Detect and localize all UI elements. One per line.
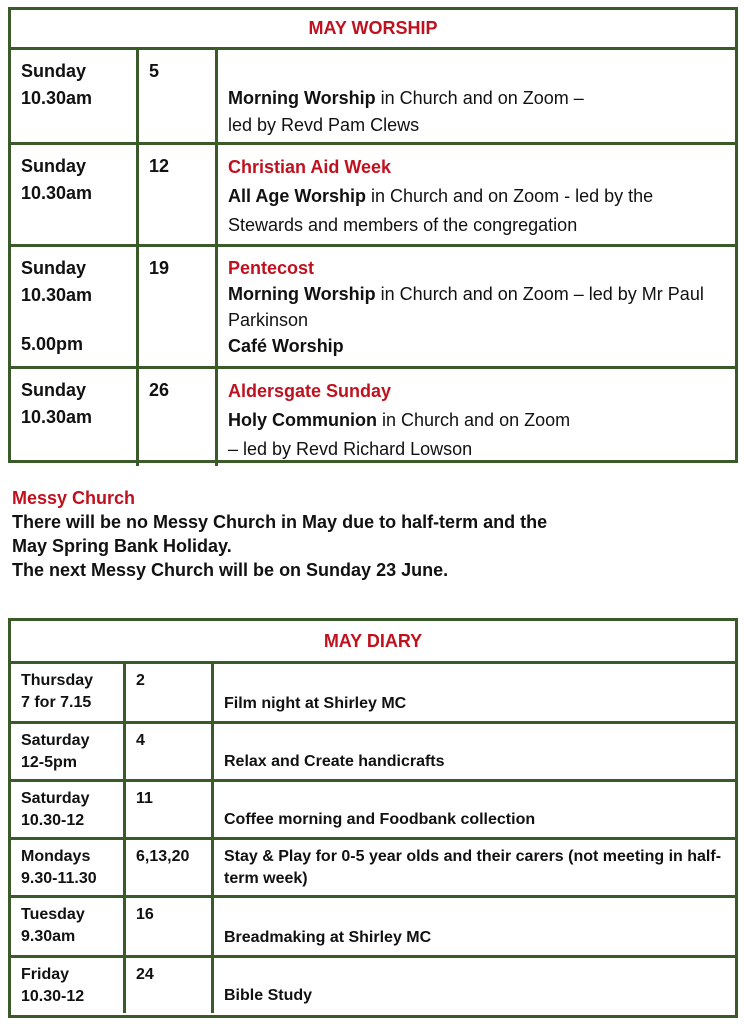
event-cell: Bible Study [224, 987, 313, 1004]
day-time-cell [11, 145, 139, 244]
time-label: 10.30am [21, 407, 93, 427]
table-row [11, 664, 735, 724]
service-name: Morning Worship [228, 284, 376, 304]
date-cell: 26 [139, 369, 218, 466]
service-name: Morning Worship [228, 88, 376, 108]
table-row [11, 145, 735, 247]
day-time-cell [11, 664, 126, 721]
special-day-heading: Christian Aid Week [228, 157, 392, 177]
notice-line: There will be no Messy Church in May due to half-term and the [12, 512, 548, 532]
service-detail: in Church and on Zoom – led by Mr Paul Parkinson [228, 284, 704, 330]
time-label: 5.00pm [21, 334, 84, 354]
date-cell: 12 [139, 145, 218, 244]
service-detail: in Church and on Zoom [377, 410, 571, 430]
time-label: 12-5pm [21, 754, 78, 771]
day-time-cell [11, 840, 126, 895]
day-label: Sunday [21, 61, 87, 81]
table-row [11, 369, 735, 466]
day-label: Mondays [21, 848, 91, 865]
service-leader: – led by Revd Richard Lowson [228, 439, 473, 459]
notice-line: The next Messy Church will be on Sunday 23 June. [12, 560, 449, 580]
event-cell: Stay & Play for 0-5 year olds and their carers (not meeting in half-term week) [224, 848, 722, 887]
time-label: 9.30am [21, 928, 76, 945]
event-cell: Film night at Shirley MC [224, 695, 407, 712]
day-time-cell [11, 50, 139, 142]
time-label: 10.30-12 [21, 988, 85, 1005]
date-cell: 11 [126, 782, 214, 837]
day-label: Thursday [21, 672, 94, 689]
day-label: Friday [21, 966, 70, 983]
messy-church-heading: Messy Church [12, 488, 136, 508]
time-label: 7 for 7.15 [21, 694, 92, 711]
extra-service-name: Café Worship [228, 336, 344, 356]
table-row [11, 782, 735, 840]
day-label: Tuesday [21, 906, 85, 923]
event-cell: Coffee morning and Foodbank collection [224, 811, 536, 828]
day-time-cell [11, 958, 126, 1013]
messy-church-notice [12, 486, 732, 582]
day-label: Sunday [21, 156, 87, 176]
time-label: 10.30-12 [21, 812, 85, 829]
time-label: 10.30am [21, 285, 93, 305]
day-time-cell [11, 369, 139, 466]
service-cell [218, 247, 735, 366]
service-detail: in Church and on Zoom - led by the Stewards and members of the congregation [228, 186, 654, 235]
special-day-heading: Pentecost [228, 258, 315, 278]
time-label: 10.30am [21, 183, 93, 203]
date-cell: 19 [139, 247, 218, 366]
date-cell: 6,13,20 [126, 840, 214, 895]
day-label: Saturday [21, 790, 90, 807]
date-cell: 24 [126, 958, 214, 1013]
time-label: 9.30-11.30 [21, 870, 97, 887]
service-cell [218, 50, 735, 142]
special-day-heading: Aldersgate Sunday [228, 381, 392, 401]
table-row [11, 958, 735, 1013]
service-cell [218, 369, 735, 466]
day-time-cell [11, 898, 126, 955]
service-leader: led by Revd Pam Clews [228, 115, 420, 135]
table-row [11, 898, 735, 958]
day-time-cell [11, 724, 126, 779]
day-label: Saturday [21, 732, 90, 749]
date-cell: 16 [126, 898, 214, 955]
service-cell [218, 145, 735, 244]
event-cell: Relax and Create handicrafts [224, 753, 445, 770]
table-row [11, 840, 735, 898]
day-time-cell [11, 247, 139, 366]
day-time-cell [11, 782, 126, 837]
date-cell: 4 [126, 724, 214, 779]
table-row [11, 50, 735, 145]
notice-line: May Spring Bank Holiday. [12, 536, 232, 556]
time-label: 10.30am [21, 88, 93, 108]
diary-title: MAY DIARY [11, 621, 735, 664]
service-detail: in Church and on Zoom – [375, 88, 584, 108]
event-cell: Breadmaking at Shirley MC [224, 929, 432, 946]
service-name: All Age Worship [228, 186, 367, 206]
day-label: Sunday [21, 380, 87, 400]
table-row [11, 724, 735, 782]
date-cell: 5 [139, 50, 218, 142]
table-row [11, 247, 735, 369]
service-name: Holy Communion [228, 410, 377, 430]
diary-table [8, 618, 738, 1018]
day-label: Sunday [21, 258, 87, 278]
date-cell: 2 [126, 664, 214, 721]
worship-title: MAY WORSHIP [11, 10, 735, 50]
worship-table [8, 7, 738, 463]
